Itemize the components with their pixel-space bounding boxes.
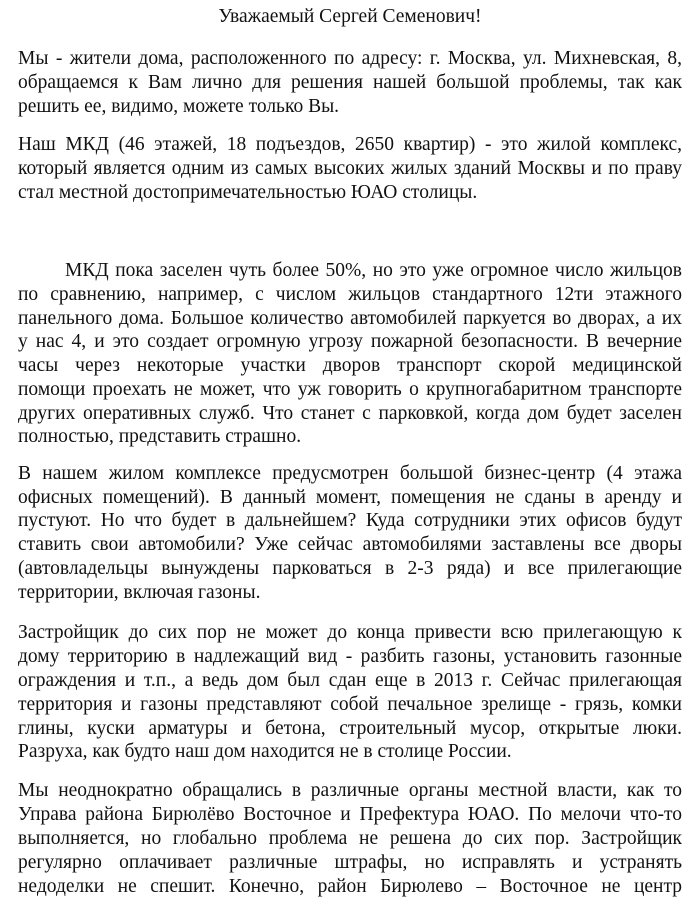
paragraph-4-line-4: ставить свои автомобили? Уже сейчас автомобилями заставлены все дворы <box>18 534 682 555</box>
paragraph-5-line-2: дому территорию в надлежащий вид - разбить газоны, установить газонные <box>18 646 682 667</box>
paragraph-1-line-1: Мы - жители дома, расположенного по адресу: г. Москва, ул. Михневская, 8, <box>18 48 682 69</box>
paragraph-5-line-4: территория и газоны представляют собой печальное зрелище - грязь, комки <box>18 694 682 715</box>
paragraph-4-line-2: офисных помещений). В данный момент, помещения не сданы в аренду и <box>18 487 682 508</box>
paragraph-6-line-3: выполняется, но глобально проблема не решена до сих пор. Застройщик <box>18 828 682 849</box>
paragraph-3-line-1: МКД пока заселен чуть более 50%, но это уже огромное число жильцов <box>65 260 682 281</box>
paragraph-4-line-6: территории, включая газоны. <box>18 582 261 603</box>
paragraph-2-line-3: стал местной достопримечательностью ЮАО столицы. <box>18 182 478 203</box>
paragraph-3-line-4: у нас 4, и это создает огромную угрозу пожарной безопасности. В вечерние <box>18 331 682 352</box>
paragraph-3-line-6: помощи проехать не может, что уж говорить о крупногабаритном транспорте <box>18 379 682 400</box>
paragraph-6-line-2: Управа района Бирюлёво Восточное и Префектура ЮАО. По мелочи что-то <box>18 804 682 825</box>
paragraph-5-line-1: Застройщик до сих пор не может до конца привести всю прилегающую к <box>18 622 682 643</box>
letter-greeting: Уважаемый Сергей Семенович! <box>218 6 482 27</box>
paragraph-3-line-8: полностью, представить страшно. <box>18 426 302 447</box>
paragraph-6-line-1: Мы неоднократно обращались в различные органы местной власти, как то <box>18 780 682 801</box>
paragraph-3-line-3: панельного дома. Большое количество автомобилей паркуется во дворах, а их <box>18 308 682 329</box>
paragraph-5-line-5: глины, куски арматуры и бетона, строительный мусор, открытые люки. <box>18 718 682 739</box>
paragraph-5-line-3: ограждения и т.п., а ведь дом был сдан еще в 2013 г. Сейчас прилегающая <box>18 670 682 691</box>
paragraph-2-line-1: Наш МКД (46 этажей, 18 подъездов, 2650 квартир) - это жилой комплекс, <box>18 134 682 155</box>
paragraph-1-line-3: решить ее, видимо, можете только Вы. <box>18 96 340 117</box>
paragraph-4-line-1: В нашем жилом комплексе предусмотрен большой бизнес-центр (4 этажа <box>18 463 682 484</box>
paragraph-4-line-5: (автовладельцы вынуждены парковаться в 2-3 ряда) и все прилегающие <box>18 558 682 579</box>
paragraph-3-line-7: других оперативных служб. Что станет с парковкой, когда дом будет заселен <box>18 403 682 424</box>
paragraph-4-line-3: пустуют. Но что будет в дальнейшем? Куда сотрудники этих офисов будут <box>18 510 682 531</box>
paragraph-3-line-5: часы через некоторые участки дворов транспорт скорой медицинской <box>18 355 682 376</box>
paragraph-2-line-2: который является одним из самых высоких жилых зданий Москвы и по праву <box>18 158 682 179</box>
paragraph-6-line-4: регулярно оплачивает различные штрафы, но исправлять и устранять <box>18 852 682 873</box>
paragraph-5-line-6: Разруха, как будто наш дом находится не в столице России. <box>18 741 512 762</box>
paragraph-1-line-2: обращаемся к Вам лично для решения нашей большой проблемы, так как <box>18 72 682 93</box>
paragraph-6-line-5: недоделки не спешит. Конечно, район Бирюлево – Восточное не центр <box>18 876 682 897</box>
paragraph-3-line-2: по сравнению, например, с числом жильцов стандартного 12ти этажного <box>18 284 682 305</box>
